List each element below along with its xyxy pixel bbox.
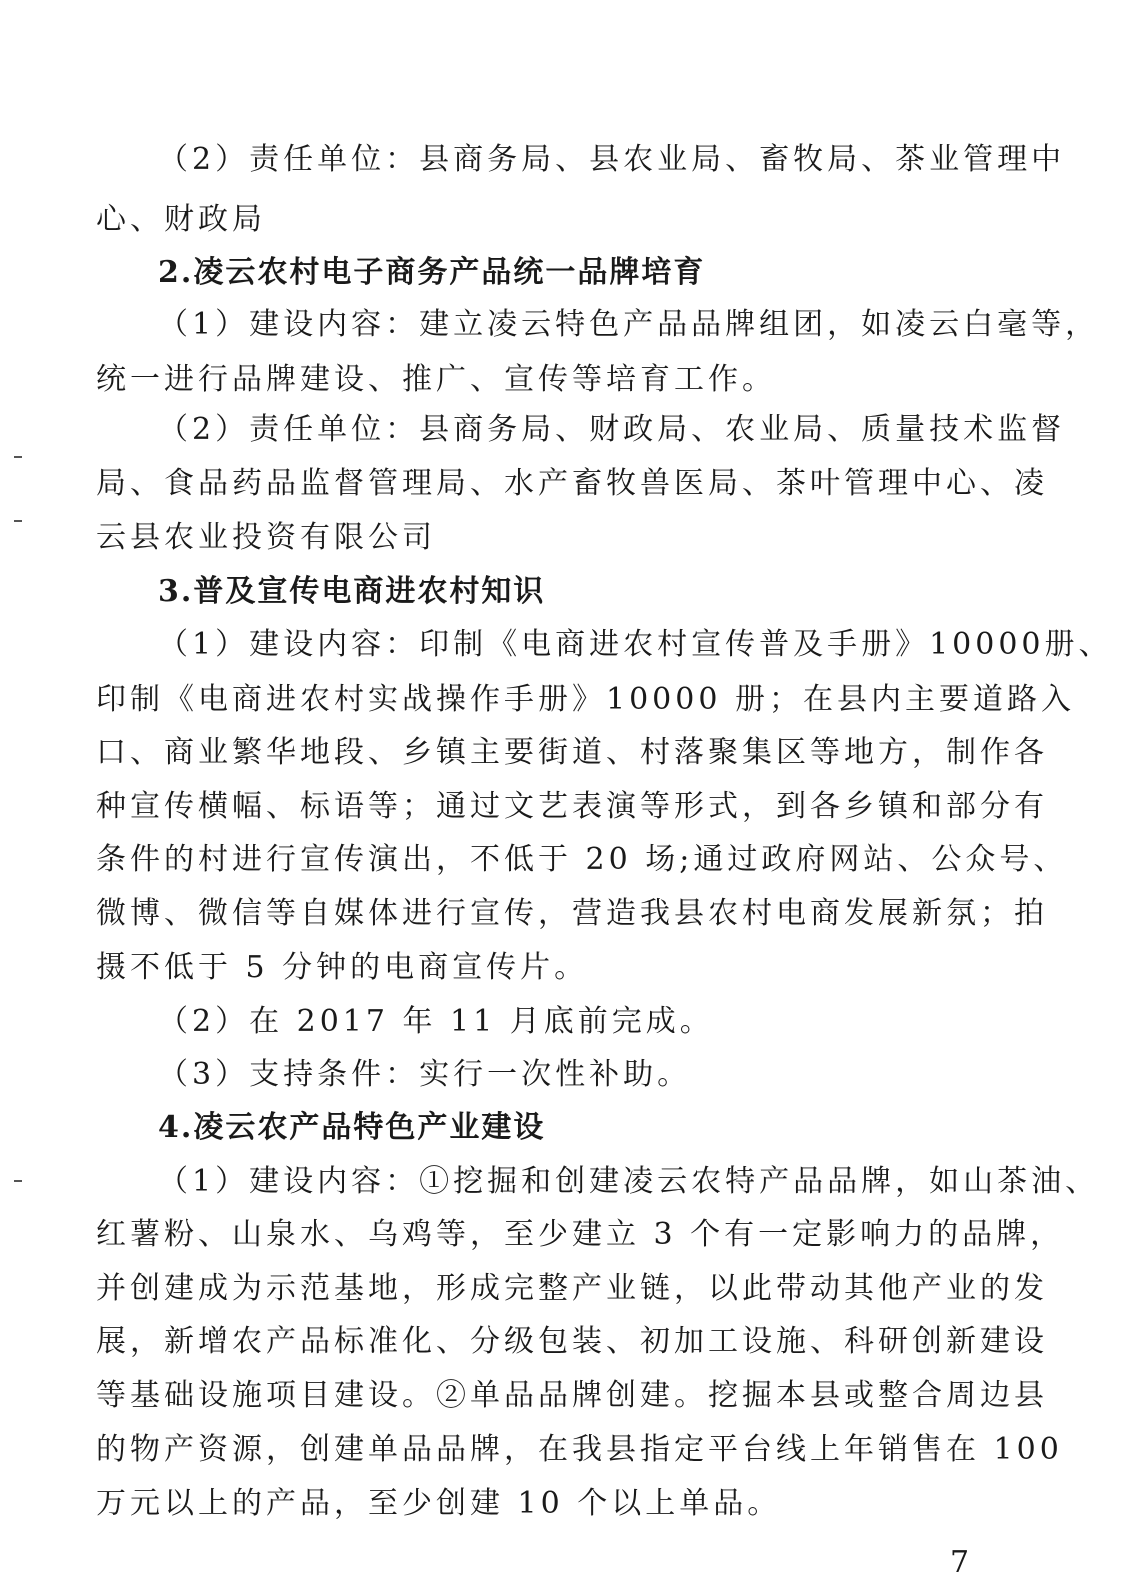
paragraph-line: 种宣传横幅、标语等；通过文艺表演等形式，到各乡镇和部分有 <box>96 789 1048 824</box>
paragraph-line: 印制《电商进农村实战操作手册》10000 册；在县内主要道路入 <box>96 682 1075 717</box>
paragraph-line: 等基础设施项目建设。②单品品牌创建。挖掘本县或整合周边县 <box>96 1378 1048 1413</box>
paragraph-line: 心、财政局 <box>96 202 266 237</box>
paragraph-line: 展，新增农产品标准化、分级包装、初加工设施、科研创新建设 <box>96 1324 1048 1359</box>
paragraph-line: 局、食品药品监督管理局、水产畜牧兽医局、茶叶管理中心、凌 <box>96 466 1048 501</box>
paragraph-line: （2）责任单位：县商务局、县农业局、畜牧局、茶业管理中 <box>158 142 1066 177</box>
section-heading: 2.凌云农村电子商务产品统一品牌培育 <box>158 255 706 290</box>
paragraph-line: （1）建设内容：建立凌云特色产品品牌组团，如凌云白毫等， <box>158 307 1100 342</box>
section-heading: 3.普及宣传电商进农村知识 <box>158 574 546 609</box>
paragraph-line: 万元以上的产品，至少创建 10 个以上单品。 <box>96 1486 782 1521</box>
paragraph-line: 摄不低于 5 分钟的电商宣传片。 <box>96 950 589 985</box>
paragraph-line: （3）支持条件：实行一次性补助。 <box>158 1057 692 1092</box>
section-heading: 4.凌云农产品特色产业建设 <box>158 1110 546 1145</box>
paragraph-line: 并创建成为示范基地，形成完整产业链，以此带动其他产业的发 <box>96 1271 1048 1306</box>
paragraph-line: 云县农业投资有限公司 <box>96 520 436 555</box>
paragraph-line: 统一进行品牌建设、推广、宣传等培育工作。 <box>96 362 776 397</box>
paragraph-line: （1）建设内容：印制《电商进农村宣传普及手册》10000册、 <box>158 627 1113 662</box>
scan-mark <box>14 1180 22 1182</box>
paragraph-line: （1）建设内容：①挖掘和创建凌云农特产品品牌，如山茶油、 <box>158 1164 1100 1199</box>
scan-mark <box>14 520 22 522</box>
paragraph-line: 条件的村进行宣传演出，不低于 20 场;通过政府网站、公众号、 <box>96 842 1068 877</box>
paragraph-line: （2）在 2017 年 11 月底前完成。 <box>158 1004 714 1039</box>
scan-mark <box>14 456 22 458</box>
paragraph-line: （2）责任单位：县商务局、财政局、农业局、质量技术监督 <box>158 412 1066 447</box>
paragraph-line: 的物产资源，创建单品品牌，在我县指定平台线上年销售在 100 <box>96 1432 1063 1467</box>
paragraph-line: 微博、微信等自媒体进行宣传，营造我县农村电商发展新氛；拍 <box>96 896 1048 931</box>
page-number: 7 <box>950 1545 970 1580</box>
paragraph-line: 口、商业繁华地段、乡镇主要街道、村落聚集区等地方，制作各 <box>96 735 1048 770</box>
paragraph-line: 红薯粉、山泉水、乌鸡等，至少建立 3 个有一定影响力的品牌， <box>96 1217 1065 1252</box>
